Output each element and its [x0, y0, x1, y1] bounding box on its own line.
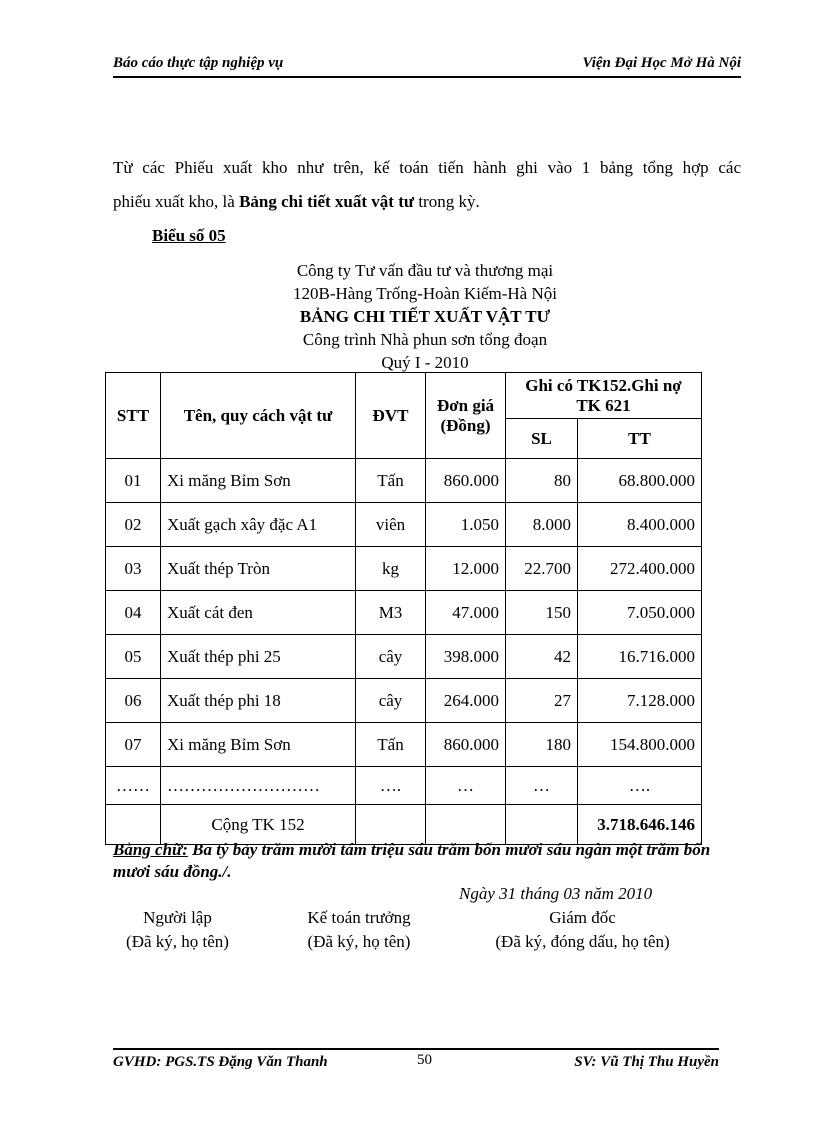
cell-qty: 150	[506, 591, 578, 635]
cell-price: 264.000	[426, 679, 506, 723]
table-row	[106, 591, 702, 635]
table-row	[106, 723, 702, 767]
cell-name: Xi măng Bỉm Sơn	[161, 459, 356, 503]
date-line: Ngày 31 tháng 03 năm 2010	[459, 884, 653, 903]
table-row	[106, 635, 702, 679]
cell-amount: 68.800.000	[578, 459, 702, 503]
company-address: 120B-Hàng Trống-Hoàn Kiếm-Hà Nội	[293, 284, 557, 303]
cell-unit: viên	[356, 503, 426, 547]
cell-amount: 272.400.000	[578, 547, 702, 591]
cell-unit: M3	[356, 591, 426, 635]
cell-qty: 22.700	[506, 547, 578, 591]
in-words-label: Bằng chữ:	[113, 840, 188, 859]
col-group: Ghi có TK152.Ghi nợ TK 621	[506, 373, 702, 419]
cell-qty: 80	[506, 459, 578, 503]
signature-chief-accountant	[290, 906, 428, 954]
col-price: Đơn giá (Đồng)	[426, 373, 506, 459]
cell-name: Xuất thép phi 18	[161, 679, 356, 723]
signature-preparer-role: Người lập	[143, 908, 212, 927]
material-issue-table	[105, 372, 702, 845]
footer-right: SV: Vũ Thị Thu Huyền	[574, 1054, 719, 1070]
table-header-row	[106, 373, 702, 419]
report-period: Quý I - 2010	[381, 353, 469, 372]
ellipsis-stt: ……	[106, 767, 161, 805]
cell-price: 1.050	[426, 503, 506, 547]
cell-price: 398.000	[426, 635, 506, 679]
signature-director-note: (Đã ký, đóng dấu, họ tên)	[495, 932, 670, 951]
cell-amount: 7.128.000	[578, 679, 702, 723]
cell-stt: 07	[106, 723, 161, 767]
cell-amount: 7.050.000	[578, 591, 702, 635]
cell-amount: 154.800.000	[578, 723, 702, 767]
cell-qty: 42	[506, 635, 578, 679]
header-left: Báo cáo thực tập nghiệp vụ	[113, 55, 284, 71]
cell-price: 47.000	[426, 591, 506, 635]
col-unit: ĐVT	[356, 373, 426, 459]
cell-unit: cây	[356, 679, 426, 723]
ellipsis-price: …	[426, 767, 506, 805]
table-row	[106, 459, 702, 503]
page-number: 50	[417, 1052, 432, 1068]
header-rule	[113, 76, 741, 78]
ellipsis-amount: ….	[578, 767, 702, 805]
cell-stt: 04	[106, 591, 161, 635]
ellipsis-row	[106, 767, 702, 805]
intro-line-2-pre: phiếu xuất kho, là	[113, 192, 240, 211]
signature-accountant-note: (Đã ký, họ tên)	[307, 932, 411, 951]
cell-stt: 02	[106, 503, 161, 547]
ellipsis-name: ………………………	[161, 767, 356, 805]
cell-qty: 27	[506, 679, 578, 723]
col-qty: SL	[506, 419, 578, 459]
intro-paragraph	[113, 151, 741, 219]
signature-preparer	[110, 906, 245, 954]
col-amount: TT	[578, 419, 702, 459]
company-name: Công ty Tư vấn đầu tư và thương mại	[296, 261, 554, 280]
cell-stt: 06	[106, 679, 161, 723]
cell-amount: 16.716.000	[578, 635, 702, 679]
cell-qty: 180	[506, 723, 578, 767]
signature-director	[475, 906, 690, 954]
cell-stt: 01	[106, 459, 161, 503]
cell-stt: 03	[106, 547, 161, 591]
intro-line-2-post: trong kỳ.	[414, 192, 480, 211]
cell-unit: Tấn	[356, 723, 426, 767]
cell-unit: kg	[356, 547, 426, 591]
cell-name: Xuất gạch xây đặc A1	[161, 503, 356, 547]
cell-name: Xi măng Bỉm Sơn	[161, 723, 356, 767]
ellipsis-unit: ….	[356, 767, 426, 805]
amount-in-words	[113, 839, 741, 883]
table-row	[106, 547, 702, 591]
intro-bold-title: Bảng chi tiết xuất vật tư	[239, 192, 415, 211]
cell-qty: 8.000	[506, 503, 578, 547]
cell-name: Xuất thép Tròn	[161, 547, 356, 591]
signature-preparer-note: (Đã ký, họ tên)	[126, 932, 229, 951]
cell-price: 860.000	[426, 459, 506, 503]
cell-amount: 8.400.000	[578, 503, 702, 547]
header-right: Viện Đại Học Mở Hà Nội	[582, 55, 741, 71]
form-label: Biểu số 05	[152, 226, 226, 245]
table-row	[106, 679, 702, 723]
cell-name: Xuất cát đen	[161, 591, 356, 635]
table-body	[106, 459, 702, 767]
signature-director-role: Giám đốc	[549, 908, 616, 927]
col-stt: STT	[106, 373, 161, 459]
col-name: Tên, quy cách vật tư	[161, 373, 356, 459]
table-row	[106, 503, 702, 547]
total-amount: 3.718.646.146	[578, 805, 702, 845]
cell-unit: Tấn	[356, 459, 426, 503]
footer-left: GVHD: PGS.TS Đặng Văn Thanh	[113, 1054, 328, 1070]
cell-unit: cây	[356, 635, 426, 679]
report-title: BẢNG CHI TIẾT XUẤT VẬT TƯ	[299, 307, 551, 326]
footer-rule	[113, 1048, 719, 1050]
cell-stt: 05	[106, 635, 161, 679]
cell-price: 860.000	[426, 723, 506, 767]
intro-line-1: Từ các Phiếu xuất kho như trên, kế toán tiến hành ghi vào 1 bảng tổng hợp các	[113, 158, 741, 177]
total-label: Cộng TK 152	[161, 805, 356, 845]
cell-price: 12.000	[426, 547, 506, 591]
in-words-text: Ba tỷ bảy trăm mười tám triệu sáu trăm bốn mươi sáu ngàn một trăm bốn mươi sáu đồng./.	[113, 840, 711, 881]
signature-accountant-role: Kế toán trưởng	[307, 908, 411, 927]
project-name: Công trình Nhà phun sơn tổng đoạn	[302, 330, 548, 349]
ellipsis-qty: …	[506, 767, 578, 805]
cell-name: Xuất thép phi 25	[161, 635, 356, 679]
intro-line-2	[113, 185, 741, 219]
company-block	[205, 259, 645, 374]
